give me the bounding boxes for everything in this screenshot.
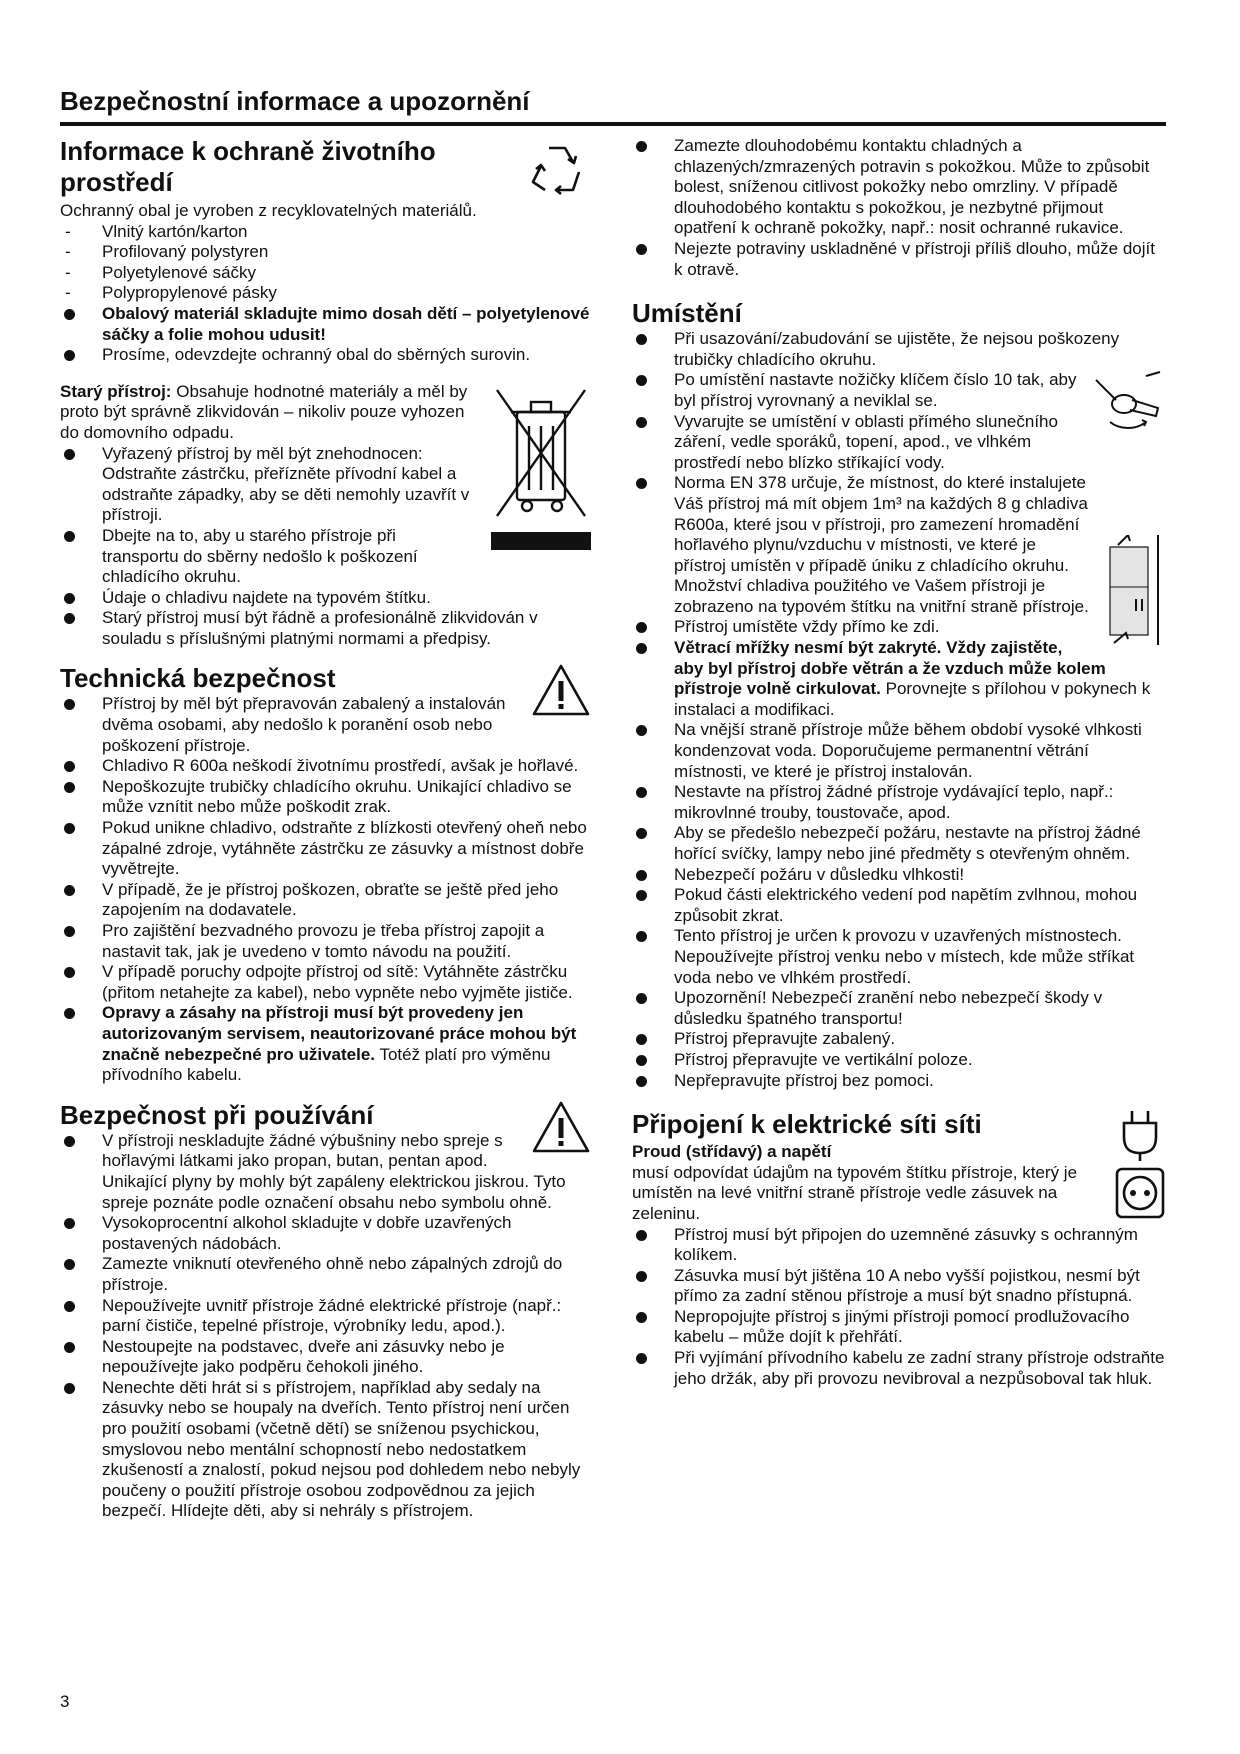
electrical-list [632, 1225, 1166, 1390]
list-item: Tento přístroj je určen k provozu v uzavřených místnostech. Nepoužívejte přístroj venku nebo v místech, kde může stříkat voda nebo ve vlhkém prostředí. [632, 926, 1166, 988]
list-item: Vyřazený přístroj by měl být znehodnocen: Odstraňte zástrčku, přeřízněte přívodní kabel a odstraňte západky, aby se děti nemohly uzavřít v přístroji. [60, 444, 591, 526]
usage-safety-title: Bezpečnost při používání [60, 1099, 374, 1130]
list-item: Na vnější straně přístroje může během období vysoké vlhkosti kondenzovat voda. Doporučujeme permanentní větrání místnosti, ve které je přístroj instalován. [632, 720, 1166, 782]
list-item: Nepoškozujte trubičky chladícího okruhu. Unikající chladivo se může vznítit nebo může poškodit zrak. [60, 777, 591, 818]
list-item: - Vlnitý kartón/karton [60, 222, 591, 243]
list-item [632, 638, 1166, 720]
page-number: 3 [60, 1692, 70, 1711]
list-item: Prosíme, odevzdejte ochranný obal do sběrných surovin. [60, 345, 591, 366]
list-item: V případě poruchy odpojte přístroj od sítě: Vytáhněte zástrčku (přitom netahejte za kabel), nebo vypněte nebo vyjměte jističe. [60, 962, 591, 1003]
list-item: V případě, že je přístroj poškozen, obraťte se ještě před jeho zapojením na dodavatele. [60, 880, 591, 921]
technical-safety-section [60, 663, 591, 1085]
old-appliance-label: Starý přístroj: [60, 381, 172, 401]
right-column [632, 136, 1166, 1403]
list-item: Zamezte vniknutí otevřeného ohně nebo zápalných zdrojů do přístroje. [60, 1254, 591, 1295]
list-item: Dbejte na to, aby u starého přístroje při transportu do sběrny nedošlo k poškození chladícího okruhu. [60, 526, 591, 588]
list-item: Nenechte děti hrát si s přístrojem, například aby sedaly na zásuvky nebo se houpaly na dveřích. Tento přístroj není určen pro použití osobami (včetně dětí) se sníženou psychickou, smyslovou nebo mentální schopností nebo nedostatkem zkušeností a znalostí, pokud nejsou pod dohledem nebo nebyly poučeny o použití přístroje osobou zodpovědnou za jejich bezpečí. Hlídejte děti, aby si nehrály s přístrojem. [60, 1378, 591, 1522]
list-item: Obalový materiál skladujte mimo dosah dětí – polyetylenové sáčky a folie mohou udusit! [60, 304, 591, 345]
food-contact-section [632, 136, 1166, 280]
ventilation-note: Porovnejte s přílohou v pokynech k instalaci a modifikaci. [674, 679, 1151, 719]
plug-socket-icon [1114, 1109, 1166, 1221]
list-item: Údaje o chladivu najdete na typovém štítku. [60, 588, 591, 609]
repairs-warning: Opravy a zásahy na přístroji musí být provedeny jen autorizovaným servisem, neautorizované práce mohou být značně nebezpečné pro uživatele. [102, 1003, 577, 1064]
placement-title: Umístění [632, 298, 742, 329]
list-item: Po umístění nastavte nožičky klíčem číslo 10 tak, aby byl přístroj vyrovnaný a neviklal se. [632, 370, 1166, 411]
electrical-section [632, 1109, 1166, 1389]
materials-list [60, 222, 591, 366]
list-item: Při vyjímání přívodního kabelu ze zadní strany přístroje odstraňte jeho držák, aby při provozu nevibroval a nezpůsoboval tak hluk. [632, 1348, 1166, 1389]
old-appliance-desc: Obsahuje hodnotné materiály a měl by proto být správně zlikvidován – nikoliv pouze vyhozen do domovního odpadu. [60, 381, 468, 442]
left-column [60, 136, 591, 1536]
list-item: Přístroj umístěte vždy přímo ke zdi. [632, 617, 1166, 638]
technical-safety-list [60, 694, 591, 1085]
list-item: Nebezpečí požáru v důsledku vlhkosti! [632, 865, 1166, 886]
environment-intro: Ochranný obal je vyroben z recyklovatelných materiálů. [60, 201, 477, 220]
list-item: Norma EN 378 určuje, že místnost, do které instalujete Váš přístroj má mít objem 1m³ na každých 8 g chladiva R600a, které jsou v přístroji, pro zamezení hromadění hořlavého plynu/vzduchu v místnosti, ve které je přístroj umístěn v případě úniku z chladícího okruhu. Množství chladiva použitého ve Vašem přístroji je zobrazeno na typovém štítku na vnitřní straně přístroje. [632, 473, 1166, 617]
technical-safety-title: Technická bezpečnost [60, 663, 336, 694]
list-item: Nepřepravujte přístroj bez pomoci. [632, 1071, 1166, 1092]
list-item: Upozornění! Nebezpečí zranění nebo nebezpečí škody v důsledku špatného transportu! [632, 988, 1166, 1029]
electrical-subtitle: Proud (střídavý) a napětí [632, 1142, 832, 1162]
placement-section [632, 298, 1166, 1091]
list-item: Pro zajištění bezvadného provozu je třeba přístroj zapojit a nastavit tak, jak je uvedeno v tomto návodu na použití. [60, 921, 591, 962]
usage-safety-list [60, 1131, 591, 1522]
ventilation-warning: Větrací mřížky nesmí být zakryté. Vždy zajistěte, aby byl přístroj dobře větrán a že vzduch může kolem přístroje volně cirkulovat. [674, 638, 1106, 699]
old-appliance-list [60, 444, 591, 650]
list-item: Nepoužívejte uvnitř přístroje žádné elektrické přístroje (např.: parní čističe, tepelné přístroje, výrobníky ledu, apod.). [60, 1296, 591, 1337]
list-item: Chladivo R 600a neškodí životnímu prostředí, avšak je hořlavé. [60, 756, 591, 777]
environment-title: Informace k ochraně životního prostředí [60, 136, 436, 197]
electrical-title: Připojení k elektrické síti síti [632, 1109, 982, 1140]
list-item: - Polypropylenové pásky [60, 283, 591, 304]
food-contact-list [632, 136, 1166, 280]
list-item: - Polyetylenové sáčky [60, 263, 591, 284]
environment-section [60, 136, 591, 649]
page-title: Bezpečnostní informace a upozornění [60, 86, 530, 116]
list-item: Vysokoprocentní alkohol skladujte v dobře uzavřených postavených nádobách. [60, 1213, 591, 1254]
list-item: Přístroj musí být připojen do uzemněné zásuvky s ochranným kolíkem. [632, 1225, 1166, 1266]
usage-safety-section [60, 1100, 591, 1522]
list-item: Přístroj by měl být přepravován zabalený a instalován dvěma osobami, aby nedošlo k poranění osob nebo poškození přístroje. [60, 694, 591, 756]
old-appliance-block [60, 382, 591, 650]
list-item: Pokud části elektrického vedení pod napětím zvlhnou, mohou způsobit zkrat. [632, 885, 1166, 926]
repairs-note: Totéž platí pro výměnu přívodního kabelu. [102, 1044, 551, 1085]
list-item: Přístroj přepravujte zabalený. [632, 1029, 1166, 1050]
list-item: V přístroji neskladujte žádné výbušniny nebo spreje s hořlavými látkami jako propan, butan, pentan apod. Unikající plyny by mohly být zapáleny elektrickou jiskrou. Tyto spreje poznáte podle označení obsahu nebo symbolu ohně. [60, 1131, 591, 1213]
list-item: Nepropojujte přístroj s jinými přístroji pomocí prodlužovacího kabelu – může dojít k přehřátí. [632, 1307, 1166, 1348]
recycle-icon [527, 142, 587, 200]
list-item: Vyvarujte se umístění v oblasti přímého slunečního záření, vedle sporáků, topení, apod., ve vlhkém prostředí nebo blízko stříkající vody. [632, 412, 1166, 474]
list-item: Nejezte potraviny uskladněné v přístroji příliš dlouho, může dojít k otravě. [632, 239, 1166, 280]
title-rule [60, 122, 1166, 126]
list-item: Přístroj přepravujte ve vertikální poloze. [632, 1050, 1166, 1071]
list-item: Starý přístroj musí být řádně a profesionálně zlikvidován v souladu s příslušnými platnými normami a předpisy. [60, 608, 591, 649]
list-item: Pokud unikne chladivo, odstraňte z blízkosti otevřený oheň nebo zápalné zdroje, vytáhněte zástrčku ze zásuvky a místnost dobře vyvětrejte. [60, 818, 591, 880]
electrical-text: musí odpovídat údajům na typovém štítku přístroje, který je umístěn na levé vnitřní straně přístroje vedle zásuvek na zeleninu. [632, 1162, 1078, 1223]
list-item: Aby se předešlo nebezpečí požáru, nestavte na přístroj žádné hořící svíčky, lampy nebo jiné předměty s otevřeným ohněm. [632, 823, 1166, 864]
list-item [60, 1003, 591, 1085]
list-item: Nestavte na přístroj žádné přístroje vydávající teplo, např.: mikrovlnné trouby, toustovače, apod. [632, 782, 1166, 823]
list-item: Nestoupejte na podstavec, dveře ani zásuvky nebo je nepoužívejte jako podpěru čehokoli jiného. [60, 1337, 591, 1378]
list-item: Při usazování/zabudování se ujistěte, že nejsou poškozeny trubičky chladícího okruhu. [632, 329, 1166, 370]
list-item: - Profilovaný polystyren [60, 242, 591, 263]
list-item: Zásuvka musí být jištěna 10 A nebo vyšší pojistkou, nesmí být přímo za zadní stěnou přístroje a musí být snadno přístupná. [632, 1266, 1166, 1307]
list-item: Zamezte dlouhodobému kontaktu chladných a chlazených/zmrazených potravin s pokožkou. Může to způsobit bolest, sníženou citlivost pokožky nebo omrzliny. V případě dlouhodobého kontaktu s pokožkou, je nezbytné přijmout opatření k ochraně pokožky, např.: nosit ochranné rukavice. [632, 136, 1166, 239]
placement-list [632, 329, 1166, 1091]
